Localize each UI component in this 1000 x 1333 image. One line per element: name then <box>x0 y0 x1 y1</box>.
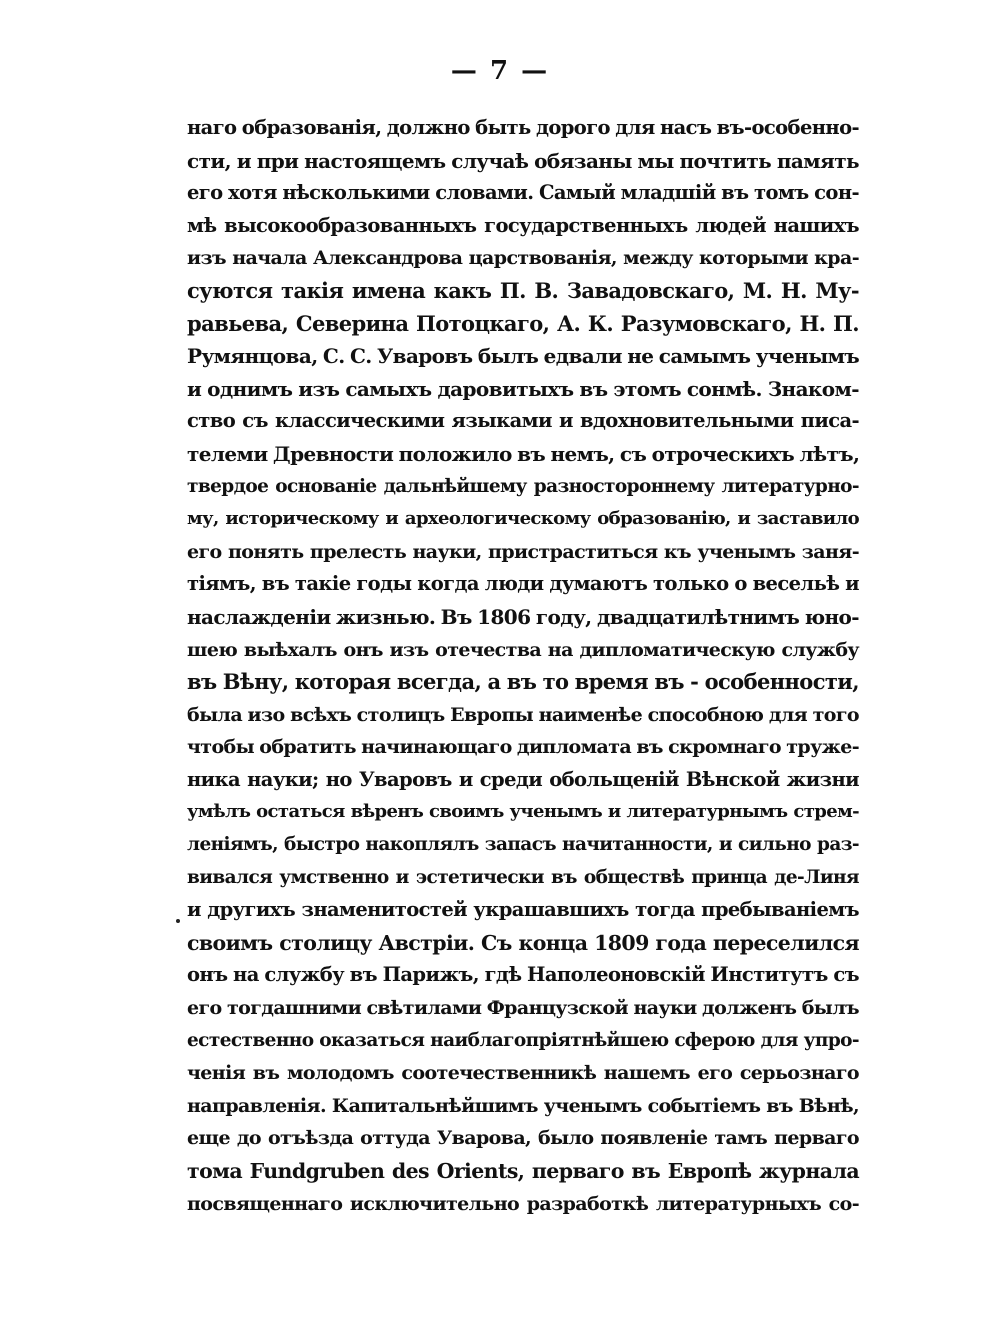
body-text <box>187 112 859 1220</box>
text-line: еще до отъѣзда оттуда Уварова, было появленіе тамъ перваго <box>187 1127 859 1150</box>
text-line: Румянцова, С. С. Уваровъ былъ едвали не самымъ ученымъ <box>187 344 860 369</box>
text-line: въ Вѣну, которая всегда, а въ то время въ - особенности, <box>187 669 859 695</box>
text-line: сти, и при настоящемъ случаѣ обязаны мы почтить память <box>187 148 859 173</box>
text-line: мѣ высокообразованныхъ государственныхъ людей нашихъ <box>187 213 859 237</box>
text-line: посвященнаго исключительно разработкѣ литературныхъ со- <box>187 1192 859 1215</box>
text-line: тіямъ, въ такіе годы когда люди думаютъ только о весельѣ и <box>187 572 859 596</box>
text-line: ченія въ молодомъ соотечественникѣ нашемъ его серьознаго <box>187 1062 859 1085</box>
text-line: леніямъ, быстро накоплялъ запасъ начитанности, и сильно раз- <box>187 834 859 856</box>
text-line: направленія. Капитальнѣйшимъ ученымъ событіемъ въ Вѣнѣ, <box>187 1094 859 1117</box>
text-line: и однимъ изъ самыхъ даровитыхъ въ этомъ сонмѣ. Знаком- <box>187 376 859 401</box>
text-line: тома Fundgruben des Orients, перваго въ Европѣ журнала <box>187 1159 859 1183</box>
text-line: своимъ столицу Австріи. Съ конца 1809 года переселился <box>187 930 859 955</box>
text-line: вивался умственно и эстетически въ обществѣ принца де-Линя <box>187 866 859 888</box>
text-line: шею выѣхалъ онъ изъ отечества на дипломатическую службу <box>187 638 859 661</box>
text-line: естественно оказаться наиблагопріятнѣйшею сферою для упро- <box>187 1029 859 1051</box>
text-line: изъ начала Александрова царствованія, между которыми кра- <box>187 247 859 270</box>
page-number: — 7 — <box>450 56 550 86</box>
text-line: ство съ классическими языками и вдохновительными писа- <box>187 409 859 433</box>
text-line: умѣлъ остаться вѣренъ своимъ ученымъ и литературнымъ стрем- <box>187 801 859 823</box>
text-line: чтобы обратить начинающаго дипломата въ скромнаго труже- <box>187 736 859 759</box>
text-line: равьева, Северина Потоцкаго, А. К. Разумовскаго, Н. П. <box>187 310 859 336</box>
text-line: суются такія имена какъ П. В. Завадовскаго, М. Н. Му- <box>187 277 859 303</box>
text-line: ника науки; но Уваровъ и среди обольщеній Вѣнской жизни <box>187 767 859 791</box>
text-line: наго образованія, должно быть дорого для насъ въ-особенно- <box>187 116 859 139</box>
margin-mark <box>176 919 180 923</box>
text-line: его хотя нѣсколькими словами. Самый младшій въ томъ сон- <box>187 181 859 205</box>
text-line: му, историческому и археологическому образованію, и заставило <box>187 508 859 530</box>
text-line: твердое основаніе дальнѣйшему разностороннему литературно- <box>187 475 859 497</box>
text-line: его понять прелесть науки, пристраститься къ ученымъ заня- <box>187 540 859 563</box>
text-line: онъ на службу въ Парижъ, гдѣ Наполеоновскій Институтъ съ <box>187 963 859 987</box>
text-line: наслажденіи жизнью. Въ 1806 году, двадцатилѣтнимъ юно- <box>187 604 859 629</box>
text-line: телеми Древности положило въ немъ, съ отроческихъ лѣтъ, <box>187 441 860 466</box>
text-line: и другихъ знаменитостей украшавшихъ тогда пребываніемъ <box>187 898 859 922</box>
text-line: его тогдашними свѣтилами Французской науки долженъ былъ <box>187 997 859 1020</box>
text-line: была изо всѣхъ столицъ Европы наименѣе способною для того <box>187 703 859 726</box>
